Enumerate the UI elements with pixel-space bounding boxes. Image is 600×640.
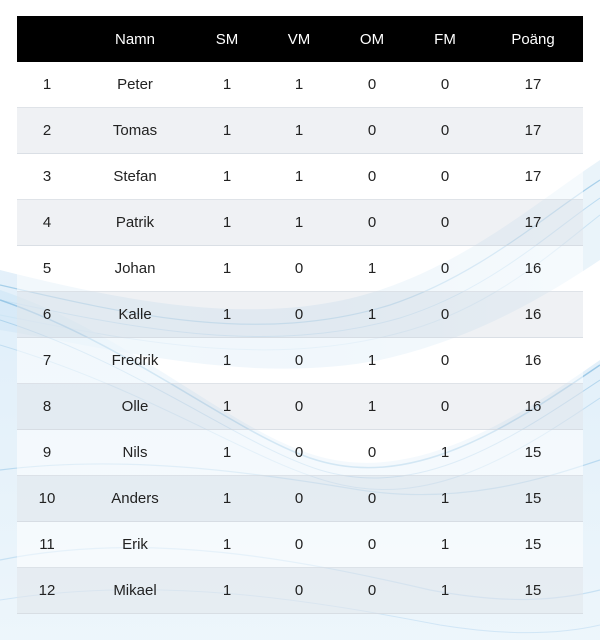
vm-cell: 0 <box>261 568 337 614</box>
om-cell: 0 <box>337 108 407 154</box>
table-row <box>17 62 583 108</box>
rank-cell: 8 <box>17 384 77 430</box>
rank-cell: 5 <box>17 246 77 292</box>
om-cell: 1 <box>337 292 407 338</box>
table-row <box>17 522 583 568</box>
header-om: OM <box>359 30 385 48</box>
rank-cell: 3 <box>17 154 77 200</box>
fm-cell: 0 <box>407 154 483 200</box>
sm-cell: 1 <box>193 62 261 108</box>
rank-cell: 7 <box>17 338 77 384</box>
table-row <box>17 246 583 292</box>
vm-cell: 0 <box>261 246 337 292</box>
rank-cell: 4 <box>17 200 77 246</box>
sm-cell: 1 <box>193 292 261 338</box>
sm-cell: 1 <box>193 108 261 154</box>
table-row <box>17 154 583 200</box>
sm-cell: 1 <box>193 246 261 292</box>
points-cell: 15 <box>483 568 583 614</box>
om-cell: 1 <box>337 338 407 384</box>
name-cell: Tomas <box>77 108 193 154</box>
standings-table-container <box>17 16 583 614</box>
om-cell: 0 <box>337 522 407 568</box>
table-row <box>17 108 583 154</box>
fm-cell: 0 <box>407 338 483 384</box>
name-cell: Nils <box>77 430 193 476</box>
standings-table <box>17 16 583 614</box>
points-cell: 15 <box>483 476 583 522</box>
name-cell: Peter <box>77 62 193 108</box>
fm-cell: 0 <box>407 200 483 246</box>
table-row <box>17 384 583 430</box>
vm-cell: 0 <box>261 292 337 338</box>
sm-cell: 1 <box>193 200 261 246</box>
fm-cell: 1 <box>407 430 483 476</box>
table-row <box>17 292 583 338</box>
fm-cell: 1 <box>407 522 483 568</box>
name-cell: Stefan <box>77 154 193 200</box>
sm-cell: 1 <box>193 154 261 200</box>
sm-cell: 1 <box>193 430 261 476</box>
points-cell: 17 <box>483 108 583 154</box>
sm-cell: 1 <box>193 568 261 614</box>
fm-cell: 0 <box>407 384 483 430</box>
table-row <box>17 338 583 384</box>
rank-cell: 2 <box>17 108 77 154</box>
fm-cell: 0 <box>407 62 483 108</box>
points-cell: 15 <box>483 430 583 476</box>
points-cell: 17 <box>483 154 583 200</box>
header-rank <box>17 16 77 62</box>
points-cell: 17 <box>483 62 583 108</box>
points-cell: 15 <box>483 522 583 568</box>
om-cell: 1 <box>337 384 407 430</box>
fm-cell: 0 <box>407 292 483 338</box>
vm-cell: 1 <box>261 62 337 108</box>
fm-cell: 1 <box>407 476 483 522</box>
name-cell: Johan <box>77 246 193 292</box>
table-row <box>17 476 583 522</box>
sm-cell: 1 <box>193 476 261 522</box>
table-row <box>17 568 583 614</box>
name-cell: Erik <box>77 522 193 568</box>
name-cell: Fredrik <box>77 338 193 384</box>
om-cell: 0 <box>337 476 407 522</box>
points-cell: 16 <box>483 338 583 384</box>
sm-cell: 1 <box>193 384 261 430</box>
header-vm: VM <box>287 30 311 48</box>
vm-cell: 0 <box>261 384 337 430</box>
name-cell: Mikael <box>77 568 193 614</box>
rank-cell: 12 <box>17 568 77 614</box>
name-cell: Patrik <box>77 200 193 246</box>
points-cell: 16 <box>483 246 583 292</box>
vm-cell: 0 <box>261 338 337 384</box>
name-cell: Anders <box>77 476 193 522</box>
om-cell: 0 <box>337 62 407 108</box>
rank-cell: 10 <box>17 476 77 522</box>
om-cell: 0 <box>337 154 407 200</box>
header-sm: SM <box>215 30 239 48</box>
fm-cell: 1 <box>407 568 483 614</box>
rank-cell: 6 <box>17 292 77 338</box>
rank-cell: 1 <box>17 62 77 108</box>
header-poang: Poäng <box>511 30 555 48</box>
om-cell: 0 <box>337 200 407 246</box>
points-cell: 16 <box>483 384 583 430</box>
om-cell: 0 <box>337 568 407 614</box>
name-cell: Olle <box>77 384 193 430</box>
vm-cell: 0 <box>261 430 337 476</box>
points-cell: 17 <box>483 200 583 246</box>
sm-cell: 1 <box>193 338 261 384</box>
rank-cell: 9 <box>17 430 77 476</box>
header-namn: Namn <box>114 30 155 48</box>
table-row <box>17 200 583 246</box>
table-row <box>17 430 583 476</box>
om-cell: 1 <box>337 246 407 292</box>
vm-cell: 1 <box>261 154 337 200</box>
om-cell: 0 <box>337 430 407 476</box>
header-fm: FM <box>434 30 456 48</box>
sm-cell: 1 <box>193 522 261 568</box>
vm-cell: 0 <box>261 476 337 522</box>
rank-cell: 11 <box>17 522 77 568</box>
table-header-row <box>17 16 583 62</box>
points-cell: 16 <box>483 292 583 338</box>
name-cell: Kalle <box>77 292 193 338</box>
fm-cell: 0 <box>407 108 483 154</box>
fm-cell: 0 <box>407 246 483 292</box>
vm-cell: 1 <box>261 108 337 154</box>
vm-cell: 0 <box>261 522 337 568</box>
vm-cell: 1 <box>261 200 337 246</box>
